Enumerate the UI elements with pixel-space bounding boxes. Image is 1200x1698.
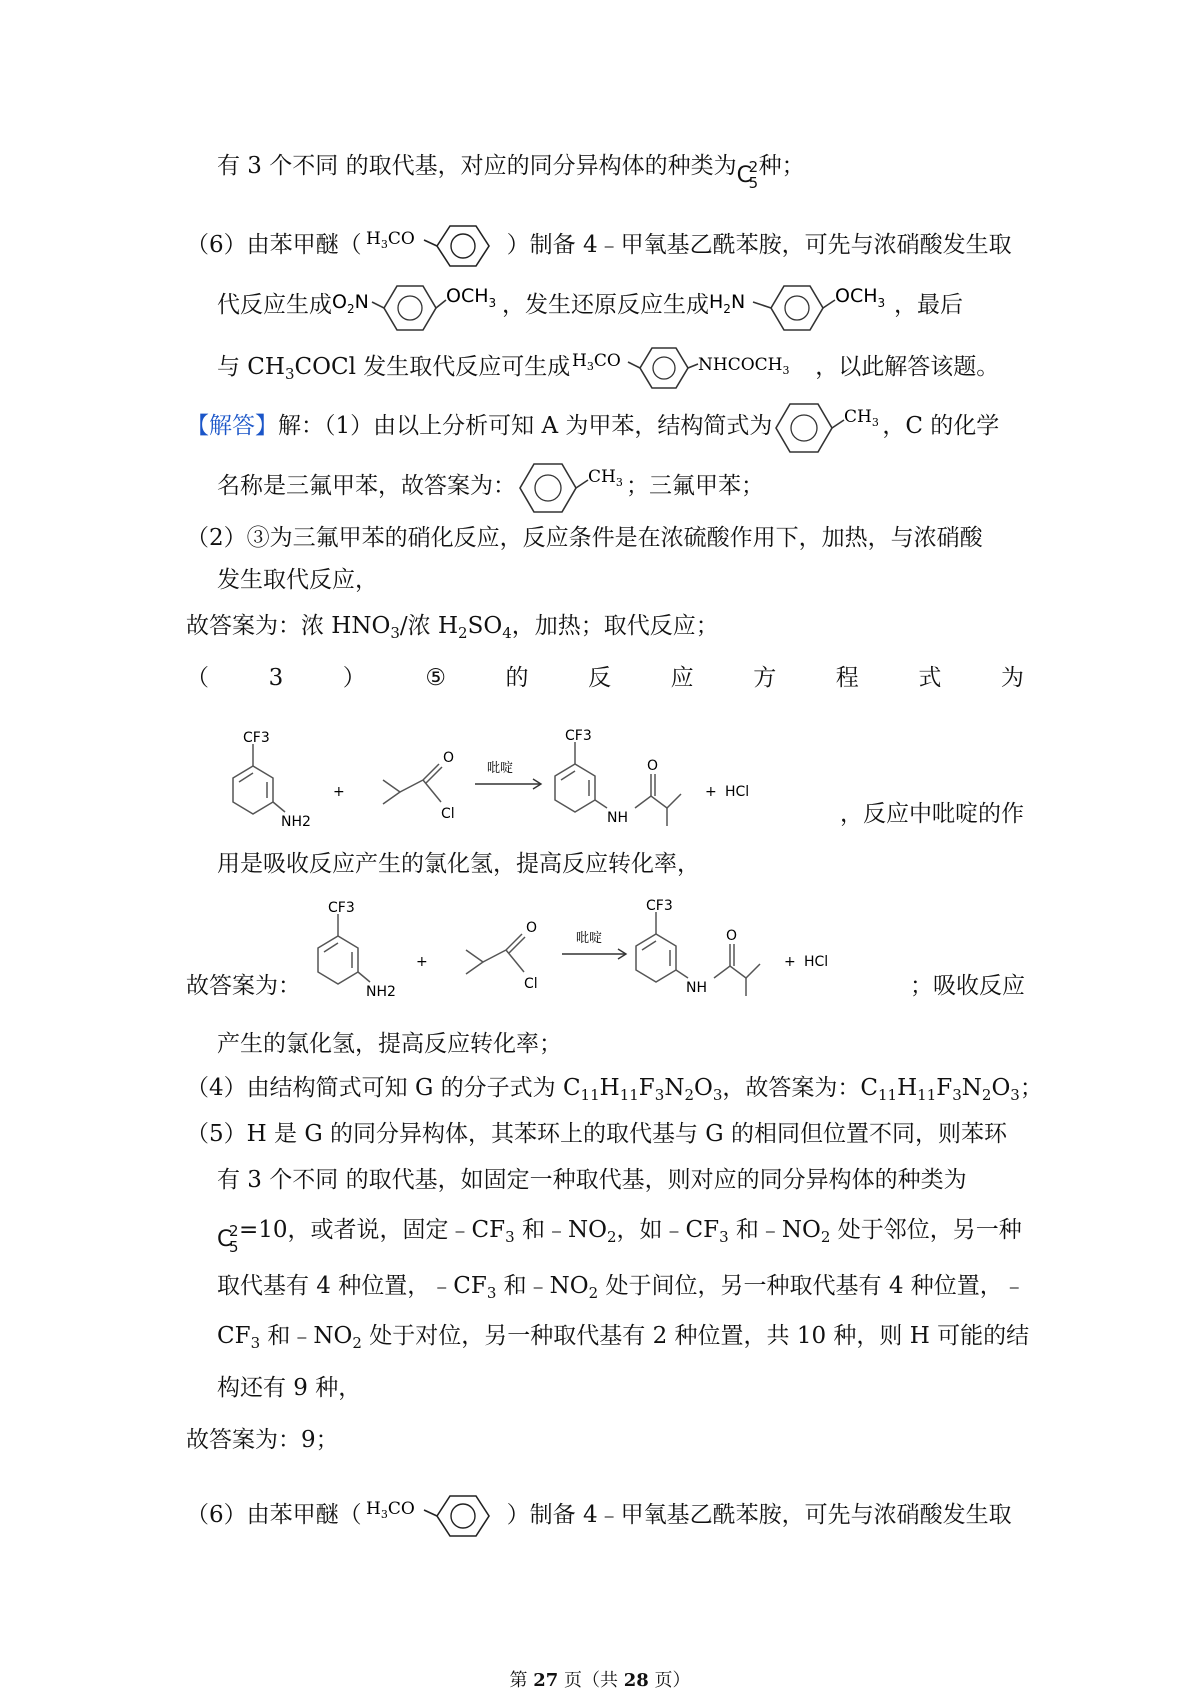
text-line: （6）由苯甲醚（ $H_3CO$ ）制备 4﹣甲氧基乙酰苯胺，可先与浓硝酸发生取: [186, 1490, 1012, 1542]
text-line: （6）由苯甲醚（ $H_3CO$ ）制备 4﹣甲氧基乙酰苯胺，可先与浓硝酸发生取: [186, 220, 1012, 272]
page-footer: 第 27 页（共 28 页）: [509, 1670, 691, 1691]
text-line: 有 3 个不同 的取代基，如固定一种取代基，则对应的同分异构体的种类为: [217, 1167, 967, 1193]
svg-text:OCH3: $OCH_3$: [835, 285, 886, 310]
svg-text:NH: NH: [686, 980, 707, 996]
text-line: 故答案为：9；: [186, 1427, 339, 1453]
text-line: 故答案为：: [186, 973, 301, 999]
text-line: 有 3 个不同 的取代基，对应的同分异构体的种类为 C 2 5 种；: [217, 148, 805, 185]
svg-text:H3CO: $H_3CO$: [365, 1499, 415, 1521]
svg-text:O: O: [726, 928, 738, 944]
text-line: C 2 5 =10，或者说，固定$﹣CF_3$ 和$﹣NO_2$，如$﹣CF_3$ 和$﹣NO_2$ 处于邻位，另一种: [217, 1212, 1022, 1255]
text-line: 代反应生成 $O_2N$ $OCH_3$ ，发生还原反应生成 $H_2N$ $OCH_3$ ，最后: [217, 278, 963, 334]
svg-text:H2N: $H_2N$: [709, 291, 746, 316]
svg-text:吡啶: 吡啶: [576, 931, 603, 946]
text-line: 故答案为：浓 $HNO_3/$浓 $H_2SO_4$，加热；取代反应；: [186, 613, 719, 642]
svg-text:O: O: [443, 750, 455, 766]
text-line: 产生的氯化氢，提高反应转化率；: [217, 1031, 562, 1057]
svg-text:HCl: HCl: [804, 954, 829, 970]
svg-text:Cl: Cl: [441, 806, 455, 822]
svg-text:NH: NH: [607, 810, 628, 826]
svg-text:CF3: CF3: [565, 728, 592, 744]
toluene-structure: [772, 398, 882, 456]
combination-symbol: C 2 5: [736, 158, 759, 192]
reaction-scheme: [290, 892, 910, 1010]
text-line: （2）③为三氟甲苯的硝化反应，反应条件是在浓硫酸作用下，加热，与浓硝酸: [186, 525, 983, 551]
svg-text:+: +: [705, 784, 717, 800]
svg-text:O: O: [647, 758, 659, 774]
svg-text:O2N: $O_2N$: [332, 291, 369, 316]
svg-text:CH3: $CH_3$: [588, 467, 623, 489]
svg-text:CF3: CF3: [243, 730, 270, 746]
methoxyaniline-structure: [709, 278, 894, 334]
text: 有 3 个不同 的取代基，对应的同分异构体的种类为: [217, 153, 737, 179]
svg-text:H3CO: $H_3CO$: [572, 351, 622, 373]
text-line: $CF_3$ 和$﹣NO_2$ 处于对位，另一种取代基有 2 种位置，共 10 种，则 H 可能的结: [217, 1323, 1030, 1352]
text-line: （4）由结构简式可知 G 的分子式为 $C_{11}H_{11}F_3N_2O_3$，故答案为：$C_{11}H_{11}F_3N_2O_3$；: [186, 1075, 1043, 1104]
svg-text:NH2: NH2: [366, 984, 396, 1000]
svg-text:O: O: [526, 920, 538, 936]
methoxyacetanilide-structure: [570, 342, 815, 394]
svg-text:CF3: CF3: [646, 898, 673, 914]
svg-text:吡啶: 吡啶: [487, 761, 514, 776]
page-total: 28: [623, 1670, 649, 1691]
text-line: 与 $CH_3COCl$ 发生取代反应可生成 $H_3CO$ $NHCOCH_3$ ，以此解答该题。: [217, 342, 999, 394]
svg-text:+: +: [333, 784, 345, 800]
svg-text:CF3: CF3: [328, 900, 355, 916]
svg-text:NH2: NH2: [281, 814, 311, 830]
page-number: 27: [533, 1670, 559, 1691]
svg-text:Cl: Cl: [524, 976, 538, 992]
anisole-structure: [362, 1490, 507, 1542]
text-line: （5）H 是 G 的同分异构体，其苯环上的取代基与 G 的相同但位置不同，则苯环: [186, 1121, 1007, 1147]
answer-tag: 【解答】: [186, 413, 278, 439]
reaction-scheme: [205, 722, 845, 840]
svg-text:NHCOCH3: $NHCOCH_3$: [698, 355, 790, 377]
svg-text:H3CO: $H_3CO$: [365, 229, 415, 251]
nitroanisole-structure: [332, 278, 502, 334]
svg-text:+: +: [416, 954, 428, 970]
svg-text:+: +: [784, 954, 796, 970]
text-line: ，反应中吡啶的作: [840, 801, 1024, 827]
text-line: 构还有 9 种，: [217, 1375, 362, 1401]
text-line: 取代基有 4 种位置，$﹣CF_3$ 和$﹣NO_2$ 处于间位，另一种取代基有 4 种位置，﹣: [217, 1273, 1026, 1302]
text-line: 用是吸收反应产生的氯化氢，提高反应转化率，: [217, 851, 700, 877]
svg-text:CH3: $CH_3$: [844, 407, 880, 429]
svg-text:OCH3: $OCH_3$: [446, 285, 497, 310]
anisole-structure: [362, 220, 507, 272]
text-line: 发生取代反应，: [217, 567, 378, 593]
text-line-justified: （ 3 ） ⑤ 的 反 应 方 程 式 为: [186, 665, 1024, 691]
text-line: 【解答】解：（1）由以上分析可知 A 为甲苯，结构简式为 $CH_3$ ，C 的化学: [186, 398, 999, 456]
text-line: ；吸收反应: [910, 973, 1025, 999]
toluene-structure: [516, 458, 626, 516]
text-line: 名称是三氟甲苯，故答案为： $CH_3$ ；三氟甲苯；: [217, 458, 764, 516]
svg-text:HCl: HCl: [725, 784, 750, 800]
combination-symbol: C 2 5: [217, 1222, 239, 1256]
